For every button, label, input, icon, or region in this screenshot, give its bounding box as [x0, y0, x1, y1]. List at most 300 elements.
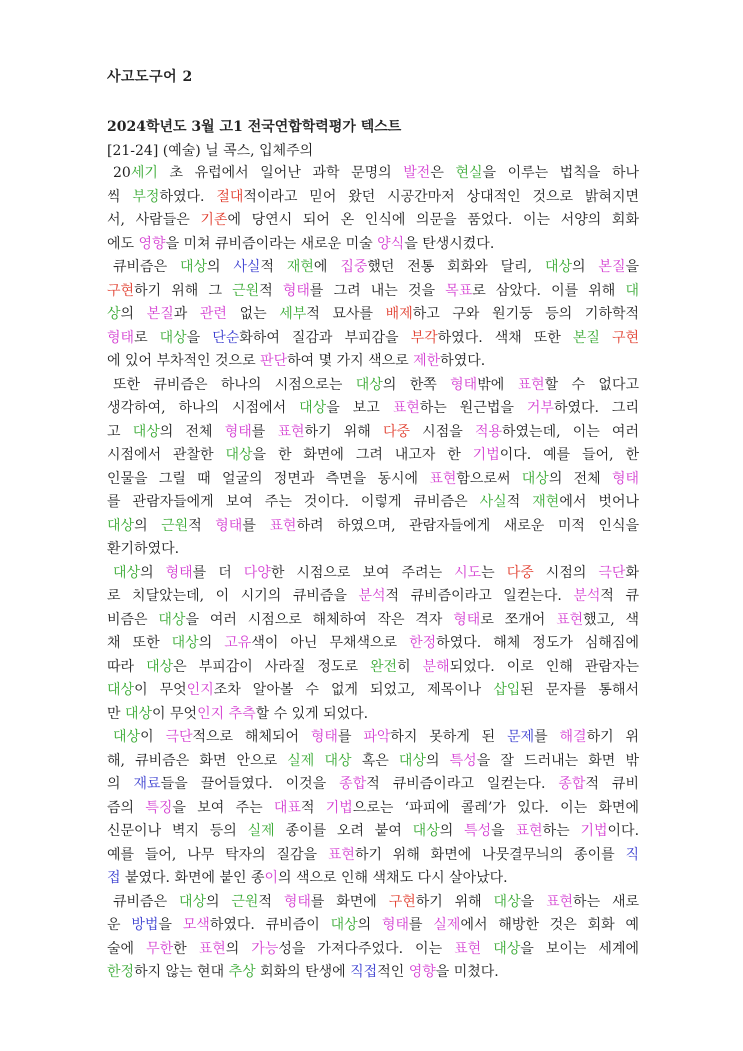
highlighted-term: 대상 [412, 823, 440, 839]
text-segment: 에서 벗어나 [559, 494, 639, 510]
text-segment: 적 큐비즘이라고 일컫는다. [366, 776, 559, 792]
text-segment: 의 [439, 823, 465, 839]
text-segment: 색이 아닌 무채색으로 [251, 635, 410, 651]
highlighted-term: 형태 [224, 423, 252, 440]
highlighted-term: 표현 [198, 940, 226, 957]
text-segment: 는 [481, 564, 507, 581]
highlighted-term: 해결 [559, 729, 587, 745]
highlighted-term: 형태 [381, 917, 410, 933]
text-segment: 의 전체 [548, 470, 612, 487]
text-line [107, 374, 639, 398]
highlighted-term: 실제 [247, 823, 275, 839]
text-line [107, 186, 639, 210]
highlighted-term: 접 [107, 870, 121, 886]
text-line [107, 515, 639, 539]
highlighted-term: 표현 [327, 846, 355, 863]
text-segment: 을 미쳐 큐비즘이라는 새로운 미술 [165, 235, 378, 252]
text-segment: 성을 가져다주었다. 이는 [278, 940, 455, 957]
highlighted-term: 형태 [165, 564, 193, 581]
text-segment: 적 큐 [600, 588, 639, 604]
text-line [107, 773, 639, 797]
text-line [107, 280, 639, 304]
text-segment: 적 큐비즘이라고 일컫는다. [385, 588, 574, 604]
text-segment: 을 [158, 917, 183, 933]
highlighted-term: 적용 [474, 423, 502, 440]
text-segment: 의 [198, 635, 225, 651]
text-line [107, 679, 639, 703]
text-line [107, 233, 639, 257]
highlighted-term: 극단 [165, 729, 193, 745]
highlighted-term: 파악 [363, 729, 391, 745]
text-segment: 로 치달았는데, 이 시기의 큐비즘을 [107, 588, 359, 604]
text-segment: 로 [134, 329, 160, 346]
highlighted-term: 한정 [409, 635, 437, 651]
text-segment: 에 당연시 되어 온 인식에 의문을 품었다. 이는 서양의 회화 [227, 212, 639, 228]
highlighted-term: 완전 [370, 658, 398, 675]
text-segment: 이다. 예를 들어, 한 [499, 447, 639, 463]
highlighted-term: 대상 [107, 517, 135, 534]
text-segment: 의 전체 [159, 423, 225, 440]
text-segment: 적 [259, 282, 283, 299]
text-segment: 시점의 [533, 564, 599, 581]
text-line [107, 327, 639, 351]
paragraph [107, 256, 639, 374]
highlighted-term: 고유 [224, 635, 252, 651]
text-segment: 로 쪼개어 [480, 611, 557, 628]
text-line [107, 585, 639, 609]
highlighted-term: 재료 [133, 776, 161, 792]
text-segment: 으로는 ‘파피에 콜레’가 있다. 이는 화면에 [352, 799, 639, 816]
text-segment: 적 [300, 799, 326, 816]
highlighted-term: 직접 [350, 964, 378, 980]
highlighted-term: 대상 [124, 705, 153, 722]
text-segment: 화 [625, 564, 639, 581]
highlighted-term: 대상 [521, 470, 549, 487]
text-segment: 하였다. 색채 또한 [437, 329, 573, 346]
highlighted-term: 대상 [398, 752, 426, 769]
highlighted-term: 대상 [158, 611, 186, 628]
highlighted-term: 대상 [171, 635, 199, 651]
highlighted-term: 형태 [611, 470, 640, 487]
text-segment: 를 화면에 [310, 893, 389, 910]
text-segment: 하였는데, 이는 여러 [502, 423, 639, 440]
highlighted-term: 표현 [517, 376, 545, 393]
text-line [107, 938, 639, 962]
highlighted-term: 표현 [392, 400, 420, 416]
text-segment: 된 문자를 통해서 [520, 682, 640, 698]
highlighted-term: 대상 [179, 259, 208, 275]
text-segment: 이 무엇 [152, 705, 198, 722]
text-segment: 하였다. 그리 [553, 400, 639, 416]
text-segment: 적으로 해체되어 [192, 729, 311, 745]
text-segment: 에서 해방한 것은 회화 예 [460, 917, 639, 933]
text-segment: 예를 들어, 나무 탁자의 질감을 [107, 846, 328, 863]
highlighted-term: 상 [107, 306, 121, 322]
text-segment: 을 보여 주는 [172, 799, 274, 816]
text-segment: 히 [397, 658, 423, 675]
text-segment: 만 [107, 705, 125, 722]
highlighted-term: 형태 [283, 893, 311, 910]
text-segment: 의 [225, 940, 252, 957]
highlighted-term: 사실 [479, 494, 507, 510]
text-segment: 하려 하였으며, 관람자들에게 새로운 미적 인식을 [296, 517, 639, 534]
text-segment: 하였다. [440, 353, 486, 369]
highlighted-term: 근원 [231, 893, 259, 910]
text-segment: 비즘은 [107, 611, 159, 628]
text-line [107, 303, 639, 327]
text-segment: 조차 알아볼 수 없게 되었고, 제목이나 [213, 682, 494, 698]
text-segment: 하지 않는 현대 [134, 964, 229, 980]
highlighted-term: 실제 [433, 917, 461, 933]
highlighted-term: 종합 [339, 776, 367, 792]
text-line [107, 914, 639, 938]
highlighted-term: 재현 [532, 494, 560, 510]
text-segment: 하기 위해 [415, 893, 494, 910]
text-segment: 의 [207, 259, 234, 275]
text-segment: 은 [430, 165, 456, 181]
text-segment: 또한 큐비즘은 하나의 시점으로는 [113, 376, 356, 393]
highlighted-term: 대상 [493, 940, 521, 957]
highlighted-term: 직 [625, 846, 639, 863]
text-segment: 따라 [107, 658, 147, 675]
text-line [107, 844, 639, 868]
highlighted-term: 대상 [225, 447, 253, 463]
highlighted-term: 분해 [422, 658, 450, 675]
text-line [107, 256, 639, 280]
text-segment: 신문이나 벽지 등의 [107, 823, 248, 839]
highlighted-term: 시도 [454, 564, 482, 581]
highlighted-term: 구현 [107, 282, 135, 299]
highlighted-term: 대상 [178, 893, 207, 910]
highlighted-term: 세부 [279, 306, 307, 322]
text-segment: 운 [107, 917, 132, 933]
highlighted-term: 한정 [107, 964, 135, 980]
text-segment: 회화의 탄생에 [255, 964, 351, 980]
text-segment: 를 [409, 917, 434, 933]
highlighted-term: 인지 [197, 705, 225, 722]
highlighted-term: 이 [264, 870, 279, 886]
highlighted-term: 삽입 [493, 682, 521, 698]
text-line [107, 397, 639, 421]
highlighted-term: 표현 [545, 893, 574, 910]
text-segment: 의 [572, 259, 599, 275]
highlighted-term: 제한 [413, 353, 441, 369]
text-line [107, 797, 639, 821]
paragraph [107, 726, 639, 891]
highlighted-term: 대 [625, 282, 639, 299]
text-line [107, 491, 639, 515]
text-segment: 을 잘 드러내는 화면 밖 [476, 752, 639, 769]
highlighted-term: 표현 [269, 517, 297, 534]
text-segment: 환기하였다. [107, 541, 180, 557]
highlighted-term: 구현 [611, 329, 639, 346]
text-segment: 를 관람자들에게 보여 주는 것이다. 이렇게 큐비즘은 [107, 494, 480, 510]
text-segment: 함으로써 [456, 470, 522, 487]
highlighted-term: 기존 [200, 212, 228, 228]
highlighted-term: 단순 [212, 329, 240, 346]
document-title: 사고도구어 2 [107, 69, 193, 85]
highlighted-term: 형태 [107, 329, 135, 346]
highlighted-term: 대상 [146, 658, 174, 675]
text-segment: 의 [134, 517, 162, 534]
highlighted-term: 영향 [138, 235, 166, 252]
text-segment: 하고 구와 원기둥 등의 기하학적 [412, 306, 640, 322]
text-line [107, 162, 639, 186]
text-segment: 을 [491, 823, 516, 839]
text-segment: 을 보고 [326, 400, 393, 416]
text-segment: 을 여러 시점으로 해체하여 작은 격자 [185, 611, 454, 628]
highlighted-term: 형태 [282, 282, 310, 299]
highlighted-term: 양식 [377, 235, 405, 252]
text-segment: 하기 위해 [304, 423, 383, 440]
highlighted-term: 분석 [573, 588, 601, 604]
highlighted-term: 실제 [287, 752, 315, 769]
highlighted-term: 가능 [251, 940, 279, 957]
passage-subtitle: [21-24] (예술) 닐 콕스, 입체주의 [107, 143, 314, 159]
text-segment [481, 941, 493, 957]
text-segment: 적 큐비 [585, 776, 639, 792]
highlighted-term: 집중 [340, 259, 368, 275]
highlighted-term: 기법 [325, 799, 353, 816]
highlighted-term: 부정 [132, 188, 160, 205]
text-segment: 되었다. 이로 인해 관람자는 [449, 658, 639, 675]
highlighted-term: 기법 [580, 823, 608, 839]
highlighted-term: 추상 [228, 964, 256, 980]
highlighted-term: 다중 [506, 564, 534, 581]
text-segment: 를 [242, 517, 270, 534]
highlighted-term: 특성 [464, 823, 492, 839]
text-segment: 하였다. 해체 정도가 심해짐에 [436, 635, 639, 651]
highlighted-term: 종합 [558, 776, 586, 792]
text-segment: 의 한쪽 [382, 376, 451, 393]
highlighted-term: 대상 [132, 423, 160, 440]
highlighted-term: 절대 [216, 188, 244, 205]
highlighted-term: 본질 [598, 259, 626, 275]
text-line [107, 538, 639, 562]
text-segment: 을 [520, 893, 546, 910]
highlighted-term: 대상 [113, 729, 141, 745]
text-segment: 붙였다. 화면에 붙인 종 [120, 870, 265, 886]
text-line [107, 468, 639, 492]
text-segment: 적인 [377, 964, 409, 980]
highlighted-term: 대상 [330, 917, 358, 933]
highlighted-term: 형태 [310, 729, 338, 745]
highlighted-term: 형태 [450, 376, 478, 393]
highlighted-term: 다양 [243, 564, 271, 581]
highlighted-term: 방법 [131, 917, 159, 933]
text-segment: 시점에서 관찰한 [107, 447, 226, 463]
highlighted-term: 특징 [145, 799, 173, 816]
text-segment: 하지 못하게 된 [390, 729, 508, 745]
text-segment: 하였다. [159, 188, 217, 205]
text-segment: 의 [140, 564, 166, 581]
text-line [107, 209, 639, 233]
text-line [107, 867, 639, 891]
highlighted-term: 추측 [228, 705, 256, 722]
text-segment: 의 [107, 776, 134, 792]
highlighted-term: 발전 [403, 165, 431, 181]
text-segment: 이 [140, 729, 166, 745]
highlighted-term: 기법 [472, 447, 500, 463]
highlighted-term: 표현 [429, 470, 457, 487]
text-segment: 들을 끌어들였다. 이것을 [160, 776, 340, 792]
highlighted-term: 근원 [232, 282, 260, 299]
text-segment: 적 [188, 517, 216, 534]
highlighted-term: 대상 [159, 329, 187, 346]
highlighted-term: 현실 [455, 165, 483, 181]
text-segment: 하기 위 [586, 729, 639, 745]
text-segment: 과 [173, 306, 200, 322]
text-segment: 적이라고 믿어 왔던 시공간마저 상대적인 것으로 밝혀지면 [243, 188, 639, 205]
highlighted-term: 영향 [408, 964, 436, 980]
text-line [107, 444, 639, 468]
text-segment: 시점을 [410, 423, 475, 440]
text-segment: 큐비즘은 [113, 893, 179, 910]
text-segment: 했고, 색 [583, 611, 640, 628]
highlighted-term: 표현 [277, 423, 305, 440]
highlighted-term: 거부 [526, 400, 554, 416]
text-segment: 적 묘사를 [306, 306, 386, 322]
highlighted-term: 배제 [385, 306, 413, 322]
text-segment: 채 또한 [107, 635, 172, 651]
text-segment: 이다. [607, 823, 640, 839]
text-segment: 을 미쳤다. [435, 964, 499, 980]
highlighted-term: 인지 [186, 682, 214, 698]
text-segment: 한 [173, 940, 199, 957]
text-segment: 을 [625, 259, 640, 275]
paragraph [107, 162, 639, 256]
text-segment: 화하여 질감과 부피감을 [239, 329, 411, 346]
text-segment: 를 더 [192, 564, 244, 581]
text-segment: 고 [107, 423, 133, 440]
text-segment: 즘의 [107, 799, 146, 816]
text-segment: 한 시점으로 보여 주려는 [270, 564, 455, 581]
text-segment: 을 이루는 법칙을 하나 [482, 165, 639, 181]
text-segment: 를 [534, 729, 560, 745]
text-line [107, 656, 639, 680]
text-segment: 를 [337, 729, 364, 745]
text-line [107, 350, 639, 374]
text-segment: 에도 [107, 235, 139, 252]
highlighted-term: 세기 [130, 165, 158, 181]
text-segment: 하여 몇 가지 색으로 [287, 353, 414, 369]
text-segment: 하기 위해 화면에 나뭇결무늬의 종이를 [354, 846, 626, 863]
highlighted-term: 특성 [449, 752, 477, 769]
highlighted-term: 목표 [445, 282, 473, 299]
exam-title: 2024학년도 3월 고1 전국연합학력평가 텍스트 [107, 119, 402, 135]
text-segment: 를 [251, 423, 278, 440]
text-segment [314, 753, 324, 769]
highlighted-term: 판단 [260, 353, 288, 369]
text-line [107, 820, 639, 844]
highlighted-term: 분석 [358, 588, 386, 604]
text-segment: 하기 위해 그 [134, 282, 233, 299]
text-segment: 로 삼았다. 이를 위해 [472, 282, 626, 299]
text-line [107, 562, 639, 586]
highlighted-term: 대상 [299, 400, 327, 416]
text-segment: 해, 큐비즘은 화면 안으로 [107, 752, 288, 769]
text-segment: 를 그려 내는 것을 [309, 282, 446, 299]
text-segment: 하는 [542, 823, 581, 839]
text-segment: 밖에 [477, 376, 518, 393]
text-segment: 에 있어 부차적인 것으로 [107, 353, 261, 369]
text-line [107, 726, 639, 750]
paragraph [107, 891, 639, 985]
highlighted-term: 표현 [454, 940, 482, 957]
highlighted-term: 극단 [598, 564, 626, 581]
paragraph [107, 562, 639, 727]
highlighted-term: 무한 [146, 940, 174, 957]
text-line [107, 421, 639, 445]
text-segment: 술에 [107, 940, 147, 957]
text-segment: 적 [260, 259, 287, 275]
text-line [107, 961, 639, 985]
text-segment: 의 [206, 893, 232, 910]
text-line [107, 750, 639, 774]
text-segment [600, 330, 612, 346]
text-segment: 하는 원근법을 [419, 400, 527, 416]
highlighted-term: 문제 [507, 729, 535, 745]
highlighted-term: 대상 [113, 564, 141, 581]
text-line [107, 703, 639, 727]
text-segment: 에 [313, 259, 341, 275]
text-segment: 했던 전통 회화와 달리, [367, 259, 545, 275]
highlighted-term: 대상 [355, 376, 383, 393]
text-segment: 종이를 오려 붙여 [274, 823, 413, 839]
text-segment: 인물을 그릴 때 얼굴의 정면과 측면을 동시에 [107, 470, 430, 487]
text-line [107, 891, 639, 915]
highlighted-term: 근원 [161, 517, 189, 534]
highlighted-term: 대상 [324, 752, 352, 769]
text-line [107, 609, 639, 633]
text-segment: 적 [506, 494, 533, 510]
highlighted-term: 형태 [453, 611, 481, 628]
highlighted-term: 본질 [146, 306, 174, 322]
text-segment: 생각하여, 하나의 시점에서 [107, 400, 300, 416]
text-segment: 씩 [107, 188, 133, 205]
text-segment: 큐비즘은 [113, 259, 180, 275]
text-segment: 서, 사람들은 [107, 212, 201, 228]
highlighted-term: 표현 [556, 611, 584, 628]
text-segment: 없는 [226, 306, 280, 322]
highlighted-term: 사실 [233, 259, 261, 275]
highlighted-term: 부각 [410, 329, 438, 346]
paragraph [107, 374, 639, 562]
text-segment: 이 무엇 [134, 682, 187, 698]
text-segment: 을 한 화면에 그려 내고자 한 [252, 447, 473, 463]
highlighted-term: 관련 [199, 306, 227, 322]
highlighted-term: 대상 [544, 259, 573, 275]
text-segment: 초 유럽에서 일어난 과학 문명의 [157, 165, 404, 181]
text-segment: 하는 새로 [573, 893, 639, 910]
text-segment: 의 [357, 917, 382, 933]
text-line [107, 632, 639, 656]
highlighted-term: 모색 [182, 917, 210, 933]
text-segment: 할 수 있게 되었다. [255, 705, 369, 722]
highlighted-term: 형태 [215, 517, 243, 534]
text-segment: 혹은 [351, 752, 399, 769]
highlighted-term: 대표 [273, 799, 301, 816]
highlighted-term: 표현 [515, 823, 543, 839]
text-segment: 할 수 없다고 [544, 376, 639, 393]
text-segment: 적 [258, 893, 284, 910]
passage-body [107, 162, 639, 985]
text-segment: 하였다. 큐비즘이 [209, 917, 331, 933]
highlighted-term: 다중 [382, 423, 411, 440]
highlighted-term: 재현 [286, 259, 314, 275]
text-segment: 을 [186, 329, 213, 346]
highlighted-term: 본질 [572, 329, 600, 346]
